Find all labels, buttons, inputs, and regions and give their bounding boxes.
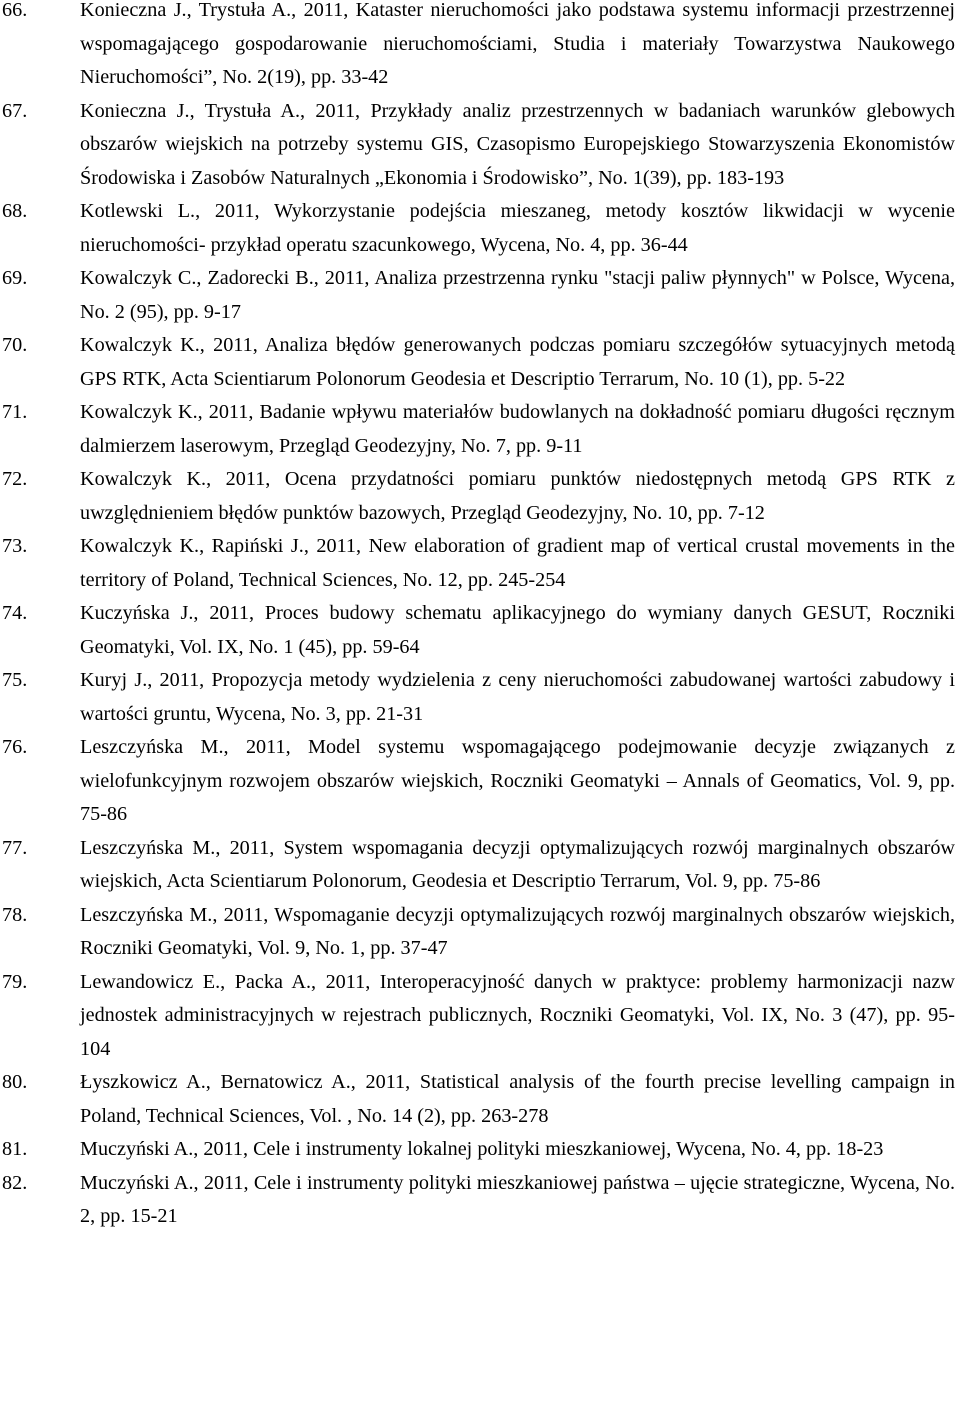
reference-number: 79. xyxy=(2,970,28,993)
reference-text: Kuryj J., 2011, Propozycja metody wydzielenia z ceny nieruchomości zabudowanej wartości zabudowy i wartości gruntu, Wycena, No. 3, pp. 21-31 xyxy=(80,669,955,725)
reference-text: Kowalczyk K., Rapiński J., 2011, New elaboration of gradient map of vertical crustal movements in the territory of Poland, Technical Sciences, No. 12, pp. 245-254 xyxy=(80,535,955,591)
reference-number: 74. xyxy=(2,602,28,624)
reference-number: 80. xyxy=(2,1071,28,1093)
reference-number: 71. xyxy=(2,401,28,423)
reference-number: 68. xyxy=(2,200,28,222)
reference-text: Muczyński A., 2011, Cele i instrumenty lokalnej polityki mieszkaniowej, Wycena, No. 4, pp. 18-23 xyxy=(80,1138,884,1160)
reference-item xyxy=(0,1167,960,1234)
reference-item xyxy=(0,899,960,966)
reference-text: Kowalczyk K., 2011, Badanie wpływu materiałów budowlanych na dokładność pomiaru długości ręcznym dalmierzem laserowym, Przegląd Geodezyjny, No. 7, pp. 9-11 xyxy=(80,401,955,457)
reference-number: 66. xyxy=(2,0,28,21)
reference-item xyxy=(0,832,960,899)
reference-item xyxy=(0,0,960,95)
reference-item xyxy=(0,329,960,396)
reference-text: Leszczyńska M., 2011, System wspomagania decyzji optymalizujących rozwój marginalnych obszarów wiejskich, Acta Scientiarum Polonorum, Geodesia et Descriptio Terrarum, Vol. 9, pp. 75-86 xyxy=(80,836,955,892)
reference-item xyxy=(0,463,960,530)
reference-item xyxy=(0,597,960,664)
reference-text: Muczyński A., 2011, Cele i instrumenty polityki mieszkaniowej państwa – ujęcie strategiczne, Wycena, No. 2, pp. 15-21 xyxy=(80,1171,955,1227)
reference-text: Lewandowicz E., Packa A., 2011, Interoperacyjność danych w praktyce: problemy harmonizacji nazw jednostek administracyjnych w rejestrach publicznych, Roczniki Geomatyki, Vol. IX, No. 3 (47), pp. 95-104 xyxy=(80,970,955,1060)
reference-number: 67. xyxy=(2,99,28,122)
reference-item xyxy=(0,396,960,463)
reference-item xyxy=(0,664,960,731)
reference-text: Kuczyńska J., 2011, Proces budowy schematu aplikacyjnego do wymiany danych GESUT, Roczniki Geomatyki, Vol. IX, No. 1 (45), pp. 59-64 xyxy=(80,602,955,658)
reference-number: 73. xyxy=(2,535,28,557)
reference-text: Kowalczyk C., Zadorecki B., 2011, Analiza przestrzenna rynku "stacji paliw płynnych" w Polsce, Wycena, No. 2 (95), pp. 9-17 xyxy=(80,267,955,323)
reference-text: Kowalczyk K., 2011, Ocena przydatności pomiaru punktów niedostępnych metodą GPS RTK z uwzględnieniem błędów punktów bazowych, Przegląd Geodezyjny, No. 10, pp. 7-12 xyxy=(80,468,955,524)
reference-text: Konieczna J., Trystuła A., 2011, Kataster nieruchomości jako podstawa systemu informacji przestrzennej wspomagającego gospodarowanie nieruchomościami, Studia i materiały Towarzystwa Naukowego Nieruchomości”, No. 2(19), pp. 33-42 xyxy=(80,0,955,88)
reference-item xyxy=(0,195,960,262)
reference-number: 72. xyxy=(2,468,28,490)
reference-number: 82. xyxy=(2,1171,28,1194)
reference-text: Leszczyńska M., 2011, Model systemu wspomagającego podejmowanie decyzje związanych z wielofunkcyjnym rozwojem obszarów wiejskich, Roczniki Geomatyki – Annals of Geomatics, Vol. 9, pp. 75-86 xyxy=(80,736,955,825)
reference-item xyxy=(0,530,960,597)
reference-text: Kotlewski L., 2011, Wykorzystanie podejścia mieszaneg, metody kosztów likwidacji w wycenie nieruchomości- przykład operatu szacunkowego, Wycena, No. 4, pp. 36-44 xyxy=(80,200,955,256)
reference-text: Łyszkowicz A., Bernatowicz A., 2011, Statistical analysis of the fourth precise levelling campaign in Poland, Technical Sciences, Vol. , No. 14 (2), pp. 263-278 xyxy=(80,1071,955,1127)
reference-item xyxy=(0,262,960,329)
reference-number: 78. xyxy=(2,903,28,926)
reference-item xyxy=(0,1133,960,1167)
reference-item xyxy=(0,95,960,196)
reference-number: 77. xyxy=(2,836,28,859)
reference-item xyxy=(0,1066,960,1133)
reference-number: 76. xyxy=(2,736,28,758)
reference-text: Leszczyńska M., 2011, Wspomaganie decyzji optymalizujących rozwój marginalnych obszarów wiejskich, Roczniki Geomatyki, Vol. 9, No. 1, pp. 37-47 xyxy=(80,903,955,959)
reference-number: 75. xyxy=(2,669,28,691)
reference-item xyxy=(0,731,960,832)
reference-number: 69. xyxy=(2,267,28,289)
reference-text: Konieczna J., Trystuła A., 2011, Przykłady analiz przestrzennych w badaniach warunków glebowych obszarów wiejskich na potrzeby systemu GIS, Czasopismo Europejskiego Stowarzyszenia Ekonomistów Środowiska i Zasobów Naturalnych „Ekonomia i Środowisko”, No. 1(39), pp. 183-193 xyxy=(80,99,955,189)
reference-item xyxy=(0,966,960,1067)
reference-text: Kowalczyk K., 2011, Analiza błędów generowanych podczas pomiaru szczegółów sytuacyjnych metodą GPS RTK, Acta Scientiarum Polonorum Geodesia et Descriptio Terrarum, No. 10 (1), pp. 5-22 xyxy=(80,334,955,390)
reference-number: 70. xyxy=(2,334,28,356)
reference-number: 81. xyxy=(2,1138,28,1160)
